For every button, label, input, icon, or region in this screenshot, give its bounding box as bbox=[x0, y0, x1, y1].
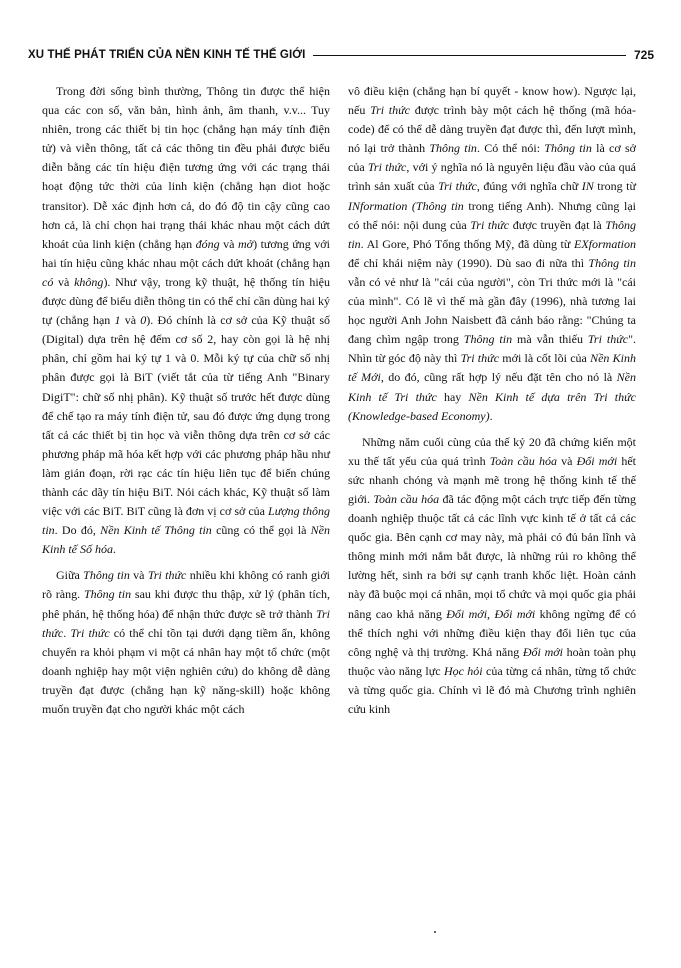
italic-run: Thông tin bbox=[588, 255, 636, 270]
italic-run: Đổi mới bbox=[576, 453, 618, 468]
text-run: , bbox=[487, 606, 495, 621]
italic-run: Học hỏi bbox=[443, 663, 483, 678]
text-run: ) tương ứng với hai tín hiệu cũng khác nhau một cách dứt khoát (chẳng hạn bbox=[42, 236, 330, 270]
italic-run: 0 bbox=[140, 313, 147, 328]
text-run: Trong đời sống bình thường, Thông tin được thể hiện qua các con số, văn bản, hình ảnh, âm thanh, v.v... Tuy nhiên, trong các thiết bị tin học (chẳng hạn máy tính điện tử) và viễn thông, tất cả các thông tin đều phải được biểu diễn bằng các tín hiệu điện tương ứng với các trạng thái hoạt động tức thời của linh kiện (chẳng hạn diot hoặc transitor). Dễ xác định hơn cả, do đó độ tin cậy cũng cao hơn cả, là chỉ chọn hai trạng thái khác nhau một cách dứt khoát của linh kiện (chẳng hạn bbox=[42, 84, 330, 251]
text-run: trong tiếng Anh). Nhưng cũng lại có thể nói: nội dung của bbox=[348, 198, 636, 232]
paragraph bbox=[348, 433, 636, 719]
italic-run: Tri thức bbox=[460, 351, 500, 366]
text-run: và bbox=[219, 236, 239, 251]
text-run: hết sức nhanh chóng và mạnh mẽ trong hệ thống kinh tế thế giới. bbox=[348, 453, 637, 506]
paragraph bbox=[42, 82, 330, 559]
italic-run: 1 bbox=[114, 313, 121, 328]
text-run: được truyền đạt là bbox=[509, 217, 606, 232]
italic-run: Thông tin bbox=[83, 568, 130, 583]
text-run: . bbox=[489, 408, 493, 423]
italic-run: INformation (Thông tin bbox=[348, 198, 464, 213]
text-run: ". Nhìn từ góc độ này thì bbox=[348, 332, 636, 366]
italic-run: Tri thức bbox=[147, 568, 187, 583]
italic-run: đóng bbox=[195, 236, 220, 251]
italic-run: Thông tin bbox=[429, 141, 477, 156]
page-mark bbox=[434, 931, 436, 933]
italic-run: Nền Kinh tế dựa trên Tri thức (Knowledge-based Economy) bbox=[348, 389, 637, 423]
text-run: , với ý nghĩa nó là nguyên liệu đầu vào của quá trình sản xuất của bbox=[348, 160, 636, 194]
italic-run: Tri thức bbox=[470, 217, 510, 232]
text-run: và bbox=[129, 568, 148, 583]
text-run: trong từ bbox=[593, 179, 636, 194]
italic-run: Lượng thông tin bbox=[42, 504, 330, 538]
text-run: ). Đó chính là cơ sở của Kỹ thuật số (Digital) dựa trên hệ đếm cơ số 2, hay còn gọi là hệ nhị phân, chỉ gồm hai ký tự 1 và 0. Mỗi ký tự của chữ số nhị phân được gọi là BiT (viết tắt của từ tiếng Anh "Binary DigiT": chữ số nhị phân). Kỹ thuật số trước hết được dùng để chế tạo ra máy tính điện tử, sau đó được ứng dụng trong tất cả các thiết bị tin học và viễn thông dựa trên cơ sở các phương pháp mã hóa kết hợp với các phương pháp hầu như làm gián đoạn, rời rạc các tín hiệu liên tục để biến chúng thành các dãy tín hiệu BiT. Nói cách khác, Kỹ thuật số làm việc với các BiT. BiT cũng là đơn vị cơ sở của bbox=[42, 313, 331, 519]
text-run: nhiều khi không có ranh giới rõ ràng. bbox=[42, 568, 331, 602]
text-run: , do đó, cũng rất hợp lý nếu đặt tên cho nó là bbox=[380, 370, 617, 385]
text-run: sau khi được thu thập, xử lý (phân tích, phê phán, hệ thống hóa) để nhận thức được sẽ trở thành bbox=[42, 587, 331, 621]
italic-run: Tri thức bbox=[367, 160, 407, 175]
italic-run: Nền Kinh tế Số hóa bbox=[42, 523, 330, 557]
text-run: của từng cá nhân, từng tổ chức và từng quốc gia. Chính vì lẽ đó mà Chương trình nghiên cứu kinh bbox=[348, 663, 637, 716]
text-run: không ngừng để có thể thích nghi với những điều kiện thay đổi liên tục của công nghệ và thị trường. Khả năng bbox=[348, 606, 637, 659]
text-run: , đúng với nghĩa chữ bbox=[476, 179, 582, 194]
text-run: có thể chỉ tồn tại dưới dạng tiềm ẩn, không chuyển ra khỏi phạm vi một cá nhân hay một tổ chức (một doanh nghiệp hay một viện nghiên cứu) do không dễ dàng truyền đạt được (chẳng hạn kỹ năng-skill) hoặc không muốn truyền đạt cho người khác một cách bbox=[42, 625, 330, 716]
italic-run: Thông tin bbox=[83, 587, 132, 602]
italic-run: không bbox=[74, 274, 104, 289]
italic-run: Đổi mới bbox=[522, 644, 563, 659]
text-run: ). Như vậy, trong kỹ thuật, hệ thống tín hiệu được dùng để biểu diễn thông tin có thể chỉ cần dùng hai ký tự (chẳng hạn bbox=[42, 274, 330, 328]
text-run: vô điều kiện (chẳng hạn bí quyết - know how). Ngược lại, nếu bbox=[348, 84, 636, 118]
text-run: vẫn có vẻ như là "cái của người", còn Tri thức mới là "cái của mình". Có lẽ vì thế mà gần đây (1996), nhà tương lai học người Anh John Naisbett đã cảnh báo rằng: "Chúng ta đang chìm ngập trong bbox=[348, 274, 636, 347]
italic-run: Toàn cầu hóa bbox=[373, 491, 440, 506]
paragraph bbox=[42, 566, 330, 719]
text-run: để chỉ khái niệm này (1990). Dù sao đi nữa thì bbox=[348, 255, 589, 270]
italic-run: Thông tin bbox=[463, 332, 513, 347]
italic-run: Tri thức bbox=[370, 103, 411, 118]
text-run: và bbox=[53, 274, 75, 289]
text-run: . Al Gore, Phó Tổng thống Mỹ, đã dùng từ bbox=[360, 236, 574, 251]
italic-run: Tri thức bbox=[42, 606, 330, 640]
text-run: . Do đó, bbox=[54, 523, 101, 538]
text-run: là cơ sở của bbox=[348, 141, 636, 175]
header-rule bbox=[313, 55, 626, 56]
italic-run: Thông tin bbox=[544, 141, 592, 156]
running-title: XU THẾ PHÁT TRIỂN CỦA NỀN KINH TẾ THẾ GIỚI bbox=[28, 49, 306, 61]
italic-run: Tri thức bbox=[438, 179, 477, 194]
running-header bbox=[28, 46, 654, 64]
italic-run: IN bbox=[581, 179, 594, 194]
page-number: 725 bbox=[633, 48, 654, 62]
left-column bbox=[42, 82, 330, 726]
italic-run: có bbox=[42, 274, 54, 289]
text-run: hay bbox=[436, 389, 469, 404]
italic-run: Tri thức bbox=[70, 625, 110, 640]
italic-run: Toàn cầu hóa bbox=[489, 453, 557, 468]
italic-run: Thông tin bbox=[348, 217, 636, 251]
text-run: được trình bày một cách hệ thống (mã hóa-code) để có thể dễ dàng truyền đạt được thì, đến lượt mình, nó lại trở thành bbox=[348, 103, 636, 156]
italic-run: EXformation bbox=[574, 236, 636, 251]
italic-run: Đổi mới bbox=[446, 606, 488, 621]
text-run: . bbox=[113, 542, 116, 557]
text-run: mà vẫn thiếu bbox=[512, 332, 588, 347]
text-run: và bbox=[556, 453, 577, 468]
text-run: đã tác động một cách trực tiếp đến từng doanh nghiệp thuộc tất cả các lĩnh vực kinh tế ở tất cả các quốc gia. Bên cạnh cơ may này, mà phải có đủ bản lĩnh và thông minh mới nắm bắt được, là những rủi ro không thể lường hết, sinh ra bởi sự cạnh tranh khốc liệt. Hoàn cảnh này đã buộc mọi cá nhân, mọi tổ chức và mọi quốc gia phải nâng cao khả năng bbox=[348, 491, 637, 621]
paragraph-continued bbox=[348, 82, 636, 426]
text-run: Những năm cuối cùng của thế kỷ 20 đã chứng kiến một xu thế tất yếu của quá trình bbox=[348, 434, 636, 468]
italic-run: Nền Kinh tế Tri thức bbox=[348, 370, 636, 404]
text-run: . Có thể nói: bbox=[476, 141, 545, 156]
text-run: mới là cốt lõi của bbox=[499, 351, 591, 366]
text-run: Giữa bbox=[56, 568, 84, 583]
text-run: và bbox=[120, 313, 141, 328]
text-run: cũng có thể gọi là bbox=[211, 523, 311, 538]
italic-run: mở bbox=[238, 236, 254, 251]
italic-run: Nền Kinh tế Thông tin bbox=[100, 523, 212, 538]
right-column bbox=[348, 82, 636, 726]
italic-run: Tri thức bbox=[587, 332, 629, 347]
text-run: . bbox=[63, 625, 71, 640]
italic-run: Nền Kinh tế Mới bbox=[348, 351, 636, 385]
text-run: hoàn toàn phụ thuộc vào năng lực bbox=[348, 644, 636, 678]
italic-run: Đổi mới bbox=[494, 606, 536, 621]
